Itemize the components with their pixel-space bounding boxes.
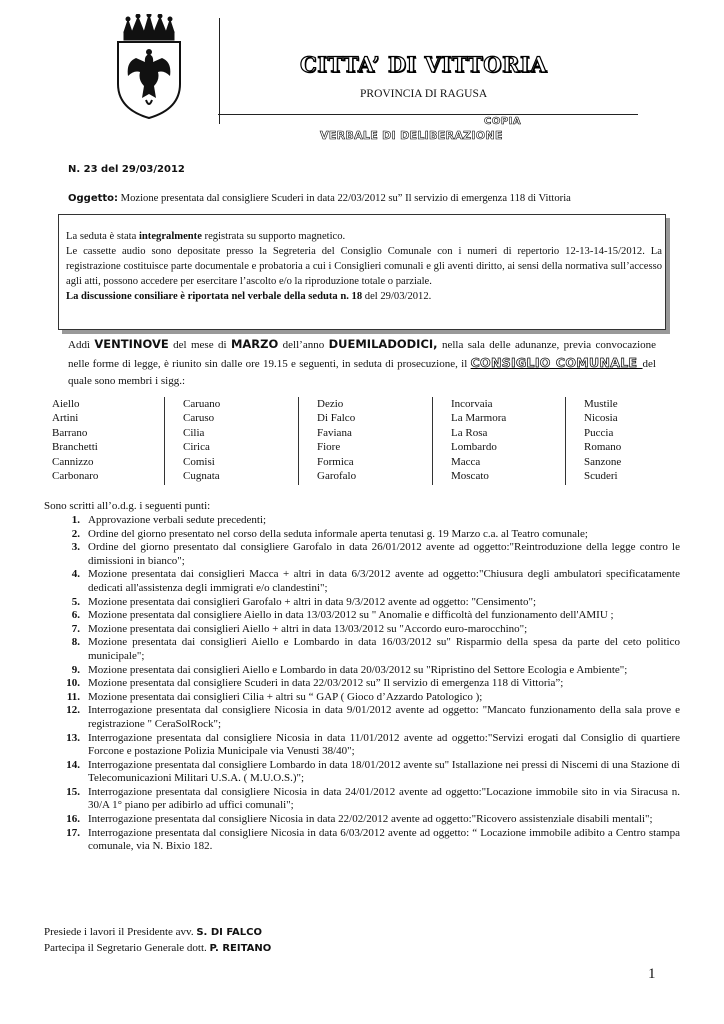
secretary-name: P. REITANO [209, 942, 272, 954]
agenda-item-number: 1. [71, 514, 80, 526]
agenda-item [60, 636, 680, 663]
document-type: VERBALE DI DELIBERAZIONE [320, 129, 503, 142]
members-column-3 [298, 397, 427, 485]
agenda-item-text: Interrogazione presentata dal consigliere Nicosia in data 6/03/2012 avente ad oggetto: “ Locazione immobile adibito a Centro stampa comunale, via N. Bixio 182. [88, 826, 680, 853]
session-year: DUEMILADODICI, [328, 337, 438, 351]
agenda-item [60, 623, 680, 637]
agenda-item [60, 691, 680, 705]
members-column-5 [565, 397, 664, 485]
member-name: Nicosia [584, 412, 618, 425]
president-label: Presiede i lavori il Presidente avv. [44, 926, 197, 938]
session-text-5: del quale sono membri i sigg.: [68, 358, 656, 387]
agenda-item-number: 3. [71, 541, 80, 554]
council-members-table [52, 397, 662, 485]
member-name: Mustile [584, 398, 618, 410]
agenda-item-text: Interrogazione presentata dal consigliere Nicosia in data 9/01/2012 avente ad oggetto: "Mancato funzionamento della sala prove e registrazione " CeraSolRock"; [88, 704, 680, 730]
agenda-item-number: 16. [66, 813, 80, 826]
subject-label: Oggetto: [68, 193, 119, 204]
agenda-item-number: 12. [66, 704, 80, 717]
notice-line1-post: registrata su supporto magnetico. [201, 231, 346, 242]
member-name: Scuderi [584, 470, 618, 483]
secretary-label: Partecipa il Segretario Generale dott. [44, 941, 210, 954]
member-name: Di Falco [317, 412, 356, 425]
agenda-item-number: 13. [66, 731, 80, 744]
agenda-item-text: Interrogazione presentata dal consigliere Nicosia in data 22/02/2012 avente ad oggetto:"Ricovero assistenziale disabili mentali"; [88, 813, 653, 826]
province-name: PROVINCIA DI RAGUSA [360, 88, 488, 100]
notice-last-line [66, 289, 662, 304]
session-paragraph [68, 336, 656, 390]
agenda-item-text: Mozione presentata dai consiglieri Aiello + altri in data 13/03/2012 su "Accordo euro-marocchino"; [88, 622, 528, 635]
session-day: VENTINOVE [94, 337, 169, 351]
member-name: Macca [451, 455, 481, 468]
member-name: Cilia [183, 426, 205, 439]
president-name: S. DI FALCO [196, 927, 262, 938]
agenda-item-number: 9. [71, 663, 80, 676]
agenda-item-text: Mozione presentata dai consiglieri Macca + altri in data 6/3/2012 avente ad oggetto:"Chiusura degli ambulatori specificatamente dedicati all'assistenza degli immigrati e/o clandestini"; [88, 568, 680, 594]
agenda-item-number: 5. [71, 595, 80, 608]
member-name: Garofalo [317, 470, 357, 483]
agenda-item [60, 759, 680, 786]
subject-line [68, 193, 571, 204]
page-number: 1 [648, 966, 656, 982]
agenda-item [60, 541, 680, 568]
agenda-item-text: Mozione presentata dal consigliere Scuderi in data 22/03/2012 su” Il servizio di emergenza 118 di Vittoria”; [88, 677, 564, 690]
member-name: Artini [52, 412, 79, 425]
deliberation-number: N. 23 del 29/03/2012 [68, 164, 185, 175]
agenda-item-text: Interrogazione presentata dal consigliere Nicosia in data 11/01/2012 avente ad oggetto:"Servizi erogati dal Consiglio di quartiere Forcone e postazione Polizia Municipale via Venusti 38/40"; [88, 731, 680, 758]
header-horizontal-rule [218, 114, 638, 115]
agenda-item-number: 8. [71, 636, 80, 649]
agenda-item [60, 609, 680, 623]
member-name: Moscato [451, 470, 489, 483]
member-name: Caruano [183, 398, 221, 410]
agenda-item-text: Mozione presentata dal consigliere Aiello in data 13/03/2012 su " Anomalie e difficoltà del funzionamento dell'AMIU ; [88, 609, 614, 622]
secretary-line [44, 941, 271, 957]
agenda-item-text: Interrogazione presentata dal consigliere Nicosia in data 24/01/2012 avente ad oggetto:"Locazione immobile sito in via Siracusa n. 30/A 1° piano per adibirlo ad uffici comunali"; [88, 785, 680, 812]
member-name: Caruso [183, 412, 215, 425]
city-crest-emblem [108, 14, 190, 119]
agenda-item-number: 15. [66, 785, 80, 798]
agenda-item-text: Approvazione verbali sedute precedenti; [88, 514, 267, 526]
agenda-item [60, 568, 680, 595]
member-name: Fiore [317, 441, 341, 454]
agenda-item [60, 528, 680, 542]
member-name: Comisi [183, 455, 215, 468]
agenda-item-number: 2. [71, 527, 80, 540]
header-vertical-rule [219, 18, 220, 124]
member-name: Cannizzo [52, 455, 94, 468]
signatories [44, 925, 271, 956]
member-name: Cugnata [183, 470, 220, 483]
agenda-item-text: Mozione presentata dai consiglieri Aiello e Lombardo in data 20/03/2012 su "Ripristino del Settore Ecologia e Ambiente"; [88, 663, 628, 676]
member-name: Sanzone [584, 455, 622, 468]
agenda-item [60, 813, 680, 827]
agenda-item-text: Mozione presentata dai consiglieri Garofalo + altri in data 9/3/2012 avente ad oggetto: "Censimento"; [88, 595, 537, 608]
agenda-item-number: 7. [71, 622, 80, 635]
members-column-4 [432, 397, 561, 485]
member-name: Romano [584, 441, 622, 454]
agenda-item [60, 786, 680, 813]
agenda-item [60, 664, 680, 678]
member-name: Branchetti [52, 441, 98, 454]
agenda-list [60, 514, 680, 854]
recording-notice-box [58, 214, 666, 330]
president-line [44, 925, 271, 941]
agenda-item-text: Ordine del giorno presentato nel corso della seduta informale aperta tenutasi g. 19 Marzo c.a. al Teatro comunale; [88, 527, 588, 540]
members-column-2 [164, 397, 293, 485]
agenda-item [60, 827, 680, 854]
copy-label: COPIA [484, 116, 522, 127]
notice-last-post: del 29/03/2012. [362, 291, 432, 302]
member-name: La Rosa [451, 426, 488, 439]
agenda-item-number: 14. [66, 758, 80, 771]
agenda-item-number: 10. [66, 677, 80, 690]
member-name: Formica [317, 455, 354, 468]
agenda-intro: Sono scritti all’o.d.g. i seguenti punti: [44, 500, 211, 512]
notice-last-bold: La discussione consiliare è riportata nel verbale della seduta n. 18 [66, 291, 363, 302]
members-column-1 [52, 397, 162, 485]
session-month: MARZO [230, 337, 279, 351]
agenda-item [60, 514, 680, 528]
session-text-4: nella sala delle adunanze, previa convocazione nelle forme di legge, è riunito sin dalle ore 19.15 e seguenti, in seduta di prosecuzione, il [68, 339, 657, 370]
notice-line1-bold: integralmente [138, 231, 202, 242]
agenda-item [60, 677, 680, 691]
agenda-item [60, 596, 680, 610]
council-heading: CONSIGLIO COMUNALE [470, 355, 643, 370]
agenda-item-number: 17. [66, 826, 80, 839]
session-text-3: dell’anno [278, 339, 329, 351]
notice-line1 [66, 229, 662, 244]
agenda-item [60, 732, 680, 759]
agenda-item-number: 4. [71, 568, 80, 581]
session-text-1: Addì [68, 339, 95, 351]
agenda-item-text: Interrogazione presentata dal consigliere Lombardo in data 18/01/2012 avente su" Istallazione nei pressi di Niscemi di una Stazione di Telecomunicazioni Militari U.S.A. ( M.U.O.S.)"; [88, 758, 680, 785]
member-name: Lombardo [451, 441, 497, 454]
agenda-item-text: Mozione presentata dai consiglieri Cilia + altri su “ GAP ( Gioco d’Azzardo Patologico ); [88, 690, 483, 703]
agenda-item-number: 11. [66, 690, 80, 703]
city-title: CITTA’ DI VITTORIA [300, 52, 548, 77]
member-name: Barrano [52, 426, 88, 439]
member-name: Faviana [317, 426, 352, 439]
member-name: Carbonaro [52, 470, 99, 483]
member-name: Dezio [317, 398, 344, 410]
member-name: Incorvaia [451, 398, 493, 410]
member-name: Cirica [183, 441, 210, 454]
agenda-item-number: 6. [71, 609, 80, 622]
member-name: Puccia [584, 426, 614, 439]
member-name: Aiello [52, 398, 80, 410]
agenda-item-text: Mozione presentata dai consiglieri Aiello e Lombardo in data 16/03/2012 su" Risparmio della spesa da parte del ceto politico municipale"; [88, 636, 680, 662]
agenda-item [60, 704, 680, 731]
notice-body: Le cassette audio sono depositate presso la Segreteria del Consiglio Comunale con i numeri di repertorio 12-13-14-15/2012. La registrazione costituisce parte documentale e probatoria a cui i Consiglieri comunali e gli aventi diritto, ai sensi della normativa sull’accesso agli atti, possono accedere per esercitare l’ascolto e/o la riproduzione totale o parziale. [66, 246, 662, 287]
agenda-item-text: Ordine del giorno presentato dal consigliere Garofalo in data 26/01/2012 avente ad oggetto:"Reintroduzione della legge contro le dimissioni in bianco"; [88, 541, 680, 567]
notice-line1-pre: La seduta è stata [66, 231, 139, 242]
session-text-2: del mese di [168, 339, 231, 351]
subject-text: Mozione presentata dal consigliere Scuderi in data 22/03/2012 su” Il servizio di emergenza 118 di Vittoria [118, 193, 571, 204]
member-name: La Marmora [451, 412, 507, 425]
